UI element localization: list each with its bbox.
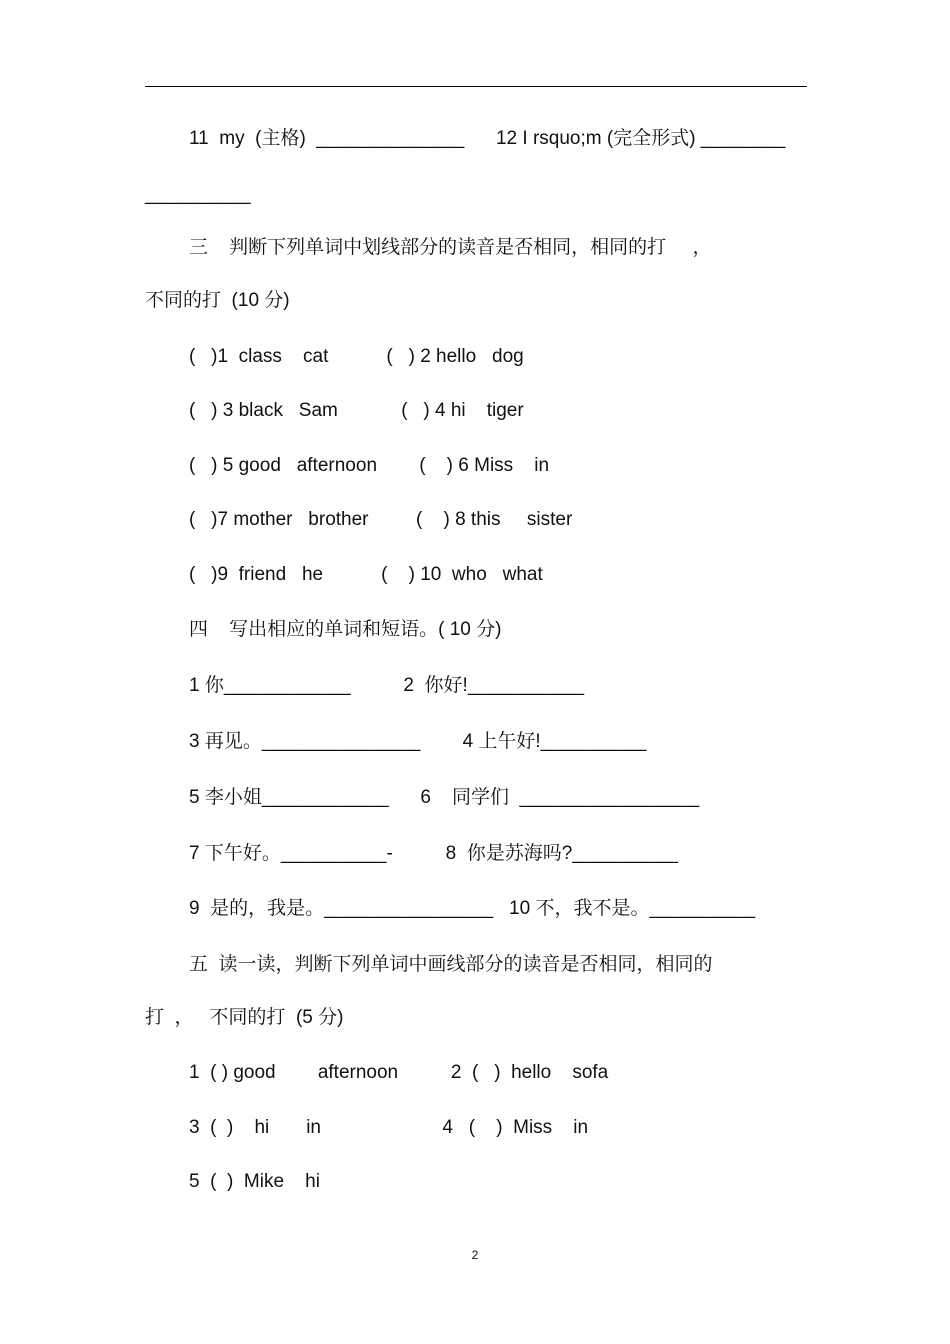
section-3-heading: 三 判断下列单词中划线部分的读音是否相同，相同的打 ， <box>189 237 712 258</box>
section-3-item-9-10: ( )9 friend he ( ) 10 who what <box>189 564 543 585</box>
section-4-item-7-8: 7 下午好。__________- 8 你是苏海吗?__________ <box>189 843 678 864</box>
q11-12-line: 11 my (主格) ______________ 12 I rsquo;m (完全形式) ________ <box>189 128 786 149</box>
section-4-heading: 四 写出相应的单词和短语。( 10 分) <box>189 619 502 640</box>
section-5-item-3-4: 3 ( ) hi in 4 ( ) Miss in <box>189 1117 589 1138</box>
section-3-item-7-8: ( )7 mother brother ( ) 8 this sister <box>189 509 573 530</box>
section-3-heading-cont: 不同的打 (10 分) <box>145 290 290 311</box>
section-4-item-5-6: 5 李小姐____________ 6 同学们 _________________ <box>189 787 700 808</box>
section-4-item-3-4: 3 再见。_______________ 4 上午好!__________ <box>189 731 647 752</box>
section-3-item-5-6: ( ) 5 good afternoon ( ) 6 Miss in <box>189 455 550 476</box>
section-5-heading-cont: 打 ， 不同的打 (5 分) <box>145 1007 344 1028</box>
section-5-heading: 五 读一读，判断下列单词中画线部分的读音是否相同，相同的 <box>189 954 713 975</box>
section-4-item-1-2: 1 你____________ 2 你好!___________ <box>189 675 585 696</box>
section-3-item-1-2: ( )1 class cat ( ) 2 hello dog <box>189 346 524 367</box>
section-3-item-3-4: ( ) 3 black Sam ( ) 4 hi tiger <box>189 400 524 421</box>
page-number: 2 <box>471 1248 479 1262</box>
section-4-item-9-10: 9 是的，我是。________________ 10 不，我不是。__________ <box>189 898 756 919</box>
section-5-item-1-2: 1 ( ) good afternoon 2 ( ) hello sofa <box>189 1062 609 1083</box>
section-5-item-5: 5 ( ) Mike hi <box>189 1171 320 1192</box>
top-rule <box>145 86 807 87</box>
q12-continuation: __________ <box>145 184 251 205</box>
